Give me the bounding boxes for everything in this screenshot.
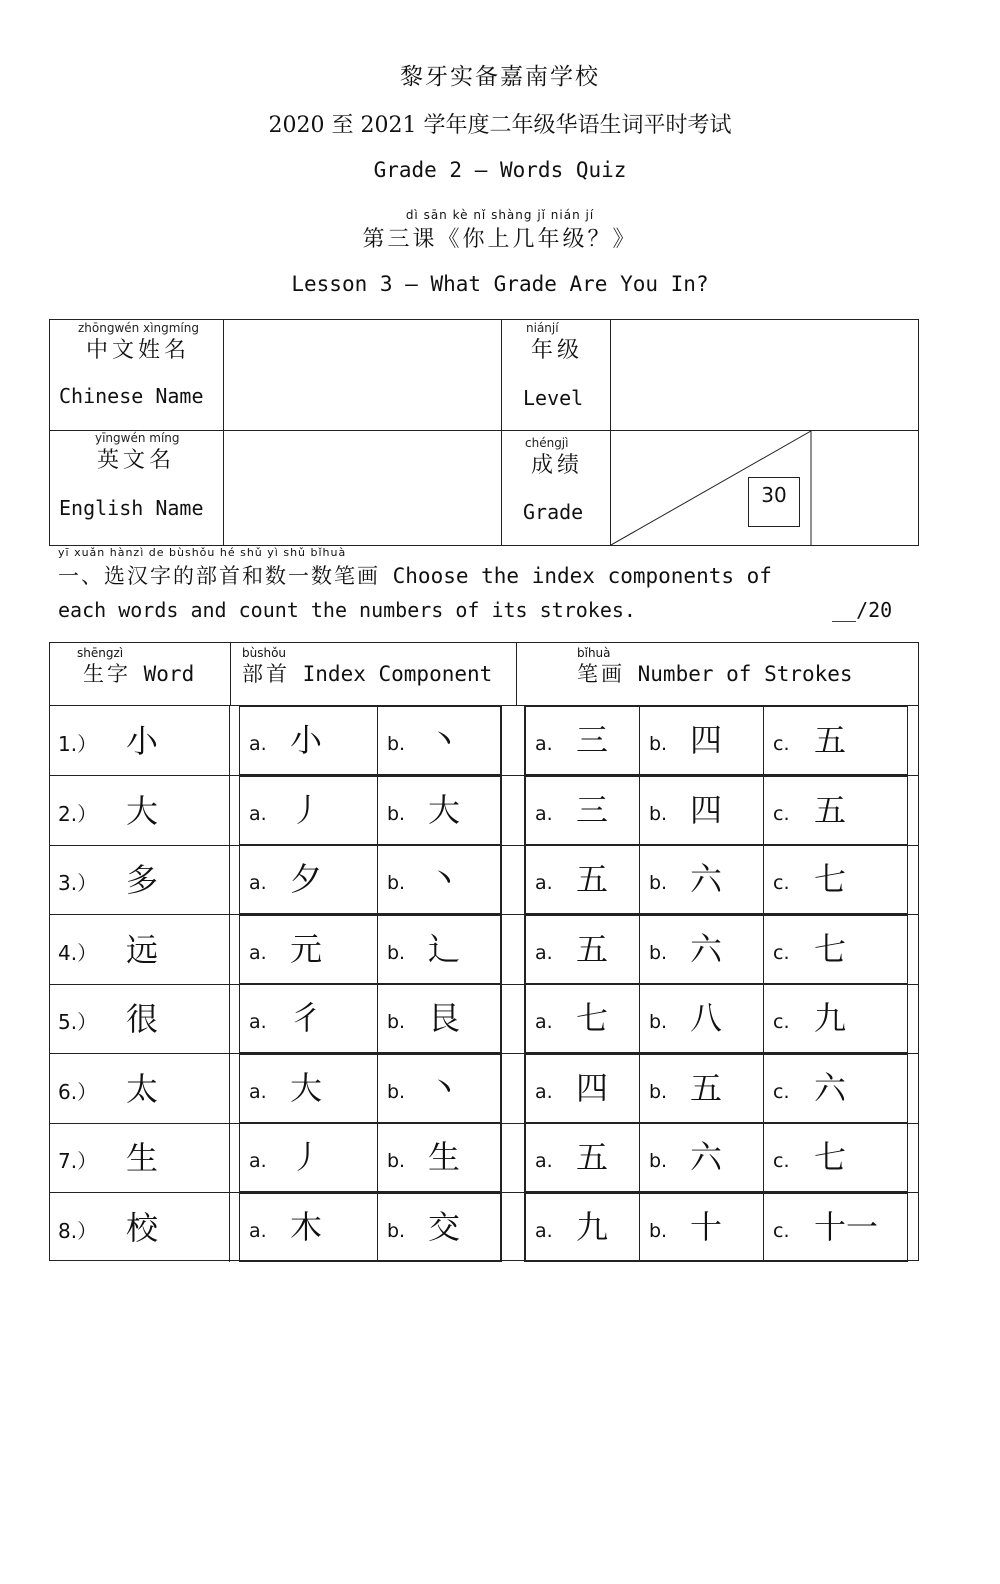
option-label: b. xyxy=(387,802,406,825)
option-label: b. xyxy=(649,1219,668,1242)
strokes-option-b[interactable] xyxy=(639,984,764,1053)
option-label: b. xyxy=(649,872,668,894)
option-value: 小 xyxy=(290,721,323,759)
question-number: 1.） xyxy=(58,732,98,756)
quiz-row xyxy=(50,776,918,845)
strokes-option-c[interactable] xyxy=(763,845,908,914)
option-value: 丶 xyxy=(428,860,461,898)
word-character: 远 xyxy=(126,930,159,969)
option-label: a. xyxy=(535,1150,553,1172)
strokes-option-c[interactable] xyxy=(763,915,908,984)
option-label: c. xyxy=(773,1150,790,1172)
option-value: 木 xyxy=(290,1207,323,1246)
col-word-header: 生字 Word xyxy=(83,662,195,686)
level-pinyin: niánjí xyxy=(526,321,559,335)
strokes-option-b[interactable] xyxy=(639,776,764,845)
option-value: 五 xyxy=(576,929,609,968)
school-name: 黎牙实备嘉南学校 xyxy=(400,64,600,90)
index-option-a[interactable] xyxy=(239,1054,378,1123)
option-value: 大 xyxy=(290,1068,323,1107)
option-value: 六 xyxy=(690,860,723,898)
option-value: 丶 xyxy=(428,721,461,759)
index-option-a[interactable] xyxy=(239,1193,378,1262)
question-number: 7.） xyxy=(58,1149,98,1173)
strokes-option-c[interactable] xyxy=(763,984,908,1053)
quiz-row xyxy=(50,1054,918,1123)
option-value: 六 xyxy=(690,929,723,968)
word-cell xyxy=(50,1193,230,1262)
divider xyxy=(501,1054,525,1123)
word-cell xyxy=(50,915,230,984)
option-value: 七 xyxy=(576,999,609,1037)
strokes-option-a[interactable] xyxy=(525,706,640,775)
index-option-a[interactable] xyxy=(239,845,378,914)
option-label: b. xyxy=(387,1219,406,1242)
question-number: 6.） xyxy=(58,1079,98,1104)
option-value: 七 xyxy=(814,929,847,968)
option-label: b. xyxy=(649,941,668,964)
question-number: 8.） xyxy=(58,1218,98,1243)
section-instruction xyxy=(58,560,772,590)
option-label: b. xyxy=(387,872,406,894)
option-value: 六 xyxy=(690,1138,723,1176)
option-label: a. xyxy=(535,1219,553,1242)
word-cell xyxy=(50,1054,230,1123)
option-label: c. xyxy=(773,941,790,964)
strokes-option-c[interactable] xyxy=(763,706,908,775)
option-value: 辶 xyxy=(428,929,461,968)
option-value: 五 xyxy=(814,790,847,829)
option-label: a. xyxy=(249,1011,267,1033)
strokes-option-b[interactable] xyxy=(639,1193,764,1262)
option-label: b. xyxy=(387,941,406,964)
divider xyxy=(501,320,502,545)
option-value: 丿 xyxy=(290,790,323,829)
divider xyxy=(501,915,525,984)
option-value: 交 xyxy=(428,1207,461,1246)
strokes-option-c[interactable] xyxy=(763,1123,908,1192)
index-option-a[interactable] xyxy=(239,776,378,845)
option-label: b. xyxy=(387,1150,406,1172)
strokes-option-b[interactable] xyxy=(639,1054,764,1123)
option-value: 丶 xyxy=(428,1068,461,1107)
question-number: 4.） xyxy=(58,940,98,965)
strokes-option-a[interactable] xyxy=(525,845,640,914)
divider xyxy=(501,1123,525,1192)
strokes-option-b[interactable] xyxy=(639,706,764,775)
option-label: b. xyxy=(649,1080,668,1103)
word-cell xyxy=(50,845,230,914)
option-value: 彳 xyxy=(290,999,323,1037)
index-option-b[interactable] xyxy=(377,845,501,914)
strokes-option-c[interactable] xyxy=(763,776,908,845)
strokes-option-a[interactable] xyxy=(525,1193,640,1262)
strokes-option-a[interactable] xyxy=(525,915,640,984)
question-number: 5.） xyxy=(58,1010,98,1034)
option-value: 十 xyxy=(690,1207,723,1246)
option-value: 夕 xyxy=(290,860,323,898)
english-name-pinyin: yīngwén míng xyxy=(95,431,180,445)
english-name-label-cn: 英文名 xyxy=(97,448,176,473)
divider xyxy=(501,1193,525,1262)
index-option-b[interactable] xyxy=(377,984,501,1053)
option-value: 七 xyxy=(814,860,847,898)
option-value: 三 xyxy=(576,721,609,759)
divider xyxy=(516,643,517,705)
option-label: a. xyxy=(535,802,553,825)
quiz-row xyxy=(50,984,918,1053)
option-value: 大 xyxy=(428,790,461,829)
divider xyxy=(501,845,525,914)
word-character: 校 xyxy=(126,1208,159,1247)
option-value: 五 xyxy=(576,1138,609,1176)
level-label-cn: 年级 xyxy=(531,338,584,363)
strokes-option-b[interactable] xyxy=(639,1123,764,1192)
option-label: c. xyxy=(773,1219,790,1242)
index-option-b[interactable] xyxy=(377,915,501,984)
strokes-option-a[interactable] xyxy=(525,776,640,845)
lesson-title-en: Lesson 3 – What Grade Are You In? xyxy=(291,272,709,296)
word-character: 生 xyxy=(126,1139,159,1177)
question-number: 3.） xyxy=(58,871,98,895)
grade-label-en: Grade xyxy=(523,500,584,524)
option-value: 生 xyxy=(428,1138,461,1176)
grade-label-cn: 成绩 xyxy=(531,453,584,478)
option-value: 十一 xyxy=(814,1207,879,1246)
col-strokes-pinyin: bǐhuà xyxy=(577,646,611,660)
word-character: 大 xyxy=(126,791,159,830)
index-option-a[interactable] xyxy=(239,984,378,1053)
section-pinyin: yī xuǎn hànzì de bùshǒu hé shǔ yì shǔ bǐhuà xyxy=(58,546,347,559)
option-value: 五 xyxy=(576,860,609,898)
chinese-name-field[interactable] xyxy=(224,320,500,430)
index-option-b[interactable] xyxy=(377,1054,501,1123)
total-score-box: 30 xyxy=(748,477,800,527)
option-value: 三 xyxy=(576,790,609,829)
grade-pinyin: chéngjì xyxy=(525,436,569,450)
chinese-name-label-cn: 中文姓名 xyxy=(86,338,191,363)
level-label-en: Level xyxy=(523,386,584,410)
english-name-label-en: English Name xyxy=(59,496,204,520)
col-index-pinyin: bùshǒu xyxy=(242,646,287,660)
index-option-a[interactable] xyxy=(239,1123,378,1192)
index-option-b[interactable] xyxy=(377,776,501,845)
option-label: b. xyxy=(649,802,668,825)
lesson-pinyin: dì sān kè nǐ shàng jǐ nián jí xyxy=(405,208,595,222)
quiz-row xyxy=(50,845,918,914)
divider xyxy=(501,984,525,1053)
divider xyxy=(230,643,231,705)
quiz-row xyxy=(50,1123,918,1192)
section-title-en-1: Choose the index components of xyxy=(380,564,772,588)
option-label: c. xyxy=(773,1080,790,1103)
option-value: 元 xyxy=(290,929,323,968)
section-title-en-2: each words and count the numbers of its strokes. xyxy=(58,598,636,622)
index-option-a[interactable] xyxy=(239,915,378,984)
option-label: a. xyxy=(535,733,553,755)
exam-title: 2020 至 2021 学年度二年级华语生词平时考试 xyxy=(268,113,732,138)
option-label: c. xyxy=(773,872,790,894)
word-cell xyxy=(50,1123,230,1192)
option-value: 艮 xyxy=(428,999,461,1037)
col-strokes-header: 笔画 Number of Strokes xyxy=(577,662,853,686)
option-label: a. xyxy=(249,872,267,894)
option-label: a. xyxy=(535,1080,553,1103)
option-value: 五 xyxy=(690,1068,723,1107)
index-option-a[interactable] xyxy=(239,706,378,775)
strokes-option-c[interactable] xyxy=(763,1054,908,1123)
option-value: 七 xyxy=(814,1138,847,1176)
option-label: a. xyxy=(249,733,267,755)
option-value: 五 xyxy=(814,721,847,759)
student-info-table xyxy=(49,319,919,546)
quiz-row xyxy=(50,915,918,984)
option-label: b. xyxy=(387,1011,406,1033)
option-value: 四 xyxy=(690,721,723,759)
option-value: 四 xyxy=(576,1068,609,1107)
option-label: a. xyxy=(535,872,553,894)
strokes-option-a[interactable] xyxy=(525,1123,640,1192)
option-label: a. xyxy=(249,941,267,964)
index-option-b[interactable] xyxy=(377,1193,501,1262)
option-value: 九 xyxy=(814,999,847,1037)
divider xyxy=(501,706,525,775)
chinese-name-label-en: Chinese Name xyxy=(59,384,204,408)
divider xyxy=(501,776,525,845)
option-label: c. xyxy=(773,802,790,825)
chinese-name-pinyin: zhōngwén xìngmíng xyxy=(78,321,199,335)
option-label: a. xyxy=(249,802,267,825)
english-name-field[interactable] xyxy=(224,431,500,545)
quiz-table xyxy=(49,642,919,1261)
option-label: b. xyxy=(649,1011,668,1033)
option-label: a. xyxy=(535,1011,553,1033)
col-word-pinyin: shēngzì xyxy=(77,646,124,660)
quiz-subtitle: Grade 2 – Words Quiz xyxy=(373,158,627,182)
option-label: a. xyxy=(535,941,553,964)
word-character: 太 xyxy=(126,1069,159,1108)
strokes-option-c[interactable] xyxy=(763,1193,908,1262)
word-character: 很 xyxy=(126,1000,159,1038)
index-option-b[interactable] xyxy=(377,1123,501,1192)
section-score: __/20 xyxy=(832,598,893,622)
option-label: c. xyxy=(773,1011,790,1033)
option-label: c. xyxy=(773,733,790,755)
strokes-option-b[interactable] xyxy=(639,845,764,914)
word-cell xyxy=(50,706,230,775)
quiz-row xyxy=(50,706,918,775)
section-title-cn: 一、选汉字的部首和数一数笔画 xyxy=(58,564,380,588)
quiz-row xyxy=(50,1193,918,1262)
option-label: b. xyxy=(649,1150,668,1172)
level-field[interactable] xyxy=(611,320,918,430)
option-value: 九 xyxy=(576,1207,609,1246)
strokes-option-b[interactable] xyxy=(639,915,764,984)
option-label: a. xyxy=(249,1150,267,1172)
option-value: 丿 xyxy=(290,1138,323,1176)
strokes-option-a[interactable] xyxy=(525,1054,640,1123)
option-value: 六 xyxy=(814,1068,847,1107)
word-cell xyxy=(50,776,230,845)
word-character: 小 xyxy=(126,722,159,760)
word-cell xyxy=(50,984,230,1053)
question-number: 2.） xyxy=(58,801,98,826)
option-label: b. xyxy=(387,1080,406,1103)
strokes-option-a[interactable] xyxy=(525,984,640,1053)
option-value: 四 xyxy=(690,790,723,829)
lesson-title-cn: 第三课《你上几年级？》 xyxy=(362,227,638,252)
option-label: a. xyxy=(249,1080,267,1103)
option-label: a. xyxy=(249,1219,267,1242)
option-label: b. xyxy=(649,733,668,755)
word-character: 多 xyxy=(126,861,159,899)
option-label: b. xyxy=(387,733,406,755)
option-value: 八 xyxy=(690,999,723,1037)
col-index-header: 部首 Index Component xyxy=(242,662,493,686)
index-option-b[interactable] xyxy=(377,706,501,775)
